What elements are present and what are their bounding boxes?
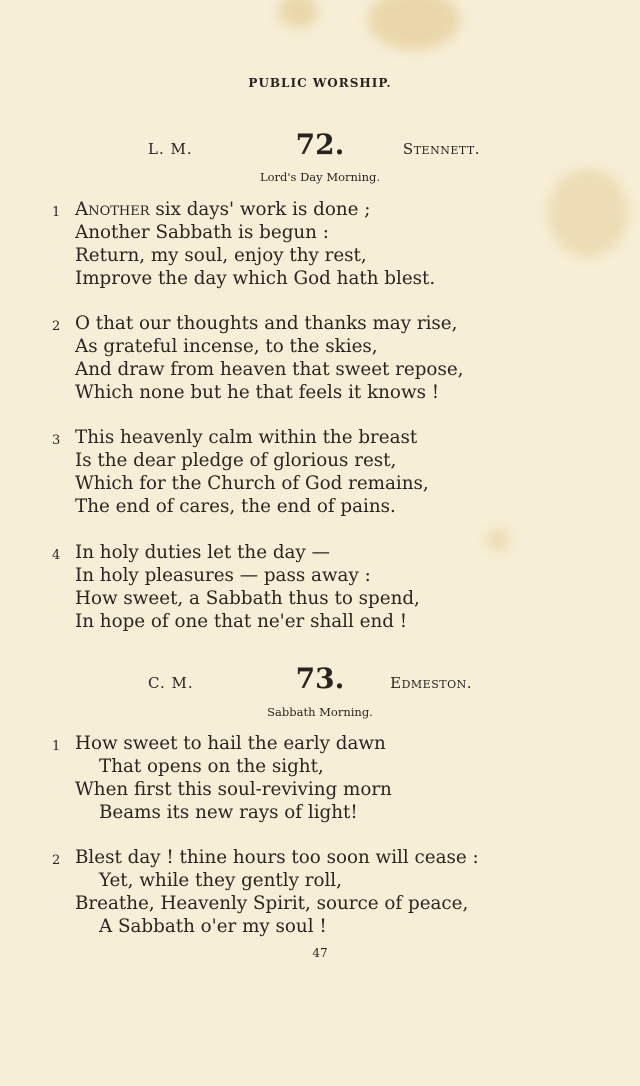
verse-line: As grateful incense, to the skies, xyxy=(75,336,378,357)
verse-line: Another Sabbath is begun : xyxy=(75,222,329,243)
running-head: PUBLIC WORSHIP. xyxy=(248,76,392,90)
verse-line: Beams its new rays of light! xyxy=(99,802,358,823)
paper-stain xyxy=(278,0,318,28)
page-number: 47 xyxy=(312,946,328,960)
verse-line: A Sabbath o'er my soul ! xyxy=(99,916,327,937)
stanza-number: 2 xyxy=(52,319,61,334)
verse-line: In hope of one that ne'er shall end ! xyxy=(75,611,408,632)
verse-line: Return, my soul, enjoy thy rest, xyxy=(75,245,367,266)
hymn-subtitle: Lord's Day Morning. xyxy=(259,170,381,184)
paper-stain xyxy=(486,528,510,552)
verse-line: Breathe, Heavenly Spirit, source of peace, xyxy=(75,893,469,914)
verse-line: Improve the day which God hath blest. xyxy=(75,268,436,289)
hymn-subtitle: Sabbath Morning. xyxy=(267,705,373,719)
verse-line xyxy=(75,198,370,221)
stanza-number: 1 xyxy=(52,739,61,754)
verse-line-text: six days' work is done ; xyxy=(149,199,371,220)
verse-line: O that our thoughts and thanks may rise, xyxy=(75,313,458,334)
verse-line: The end of cares, the end of pains. xyxy=(75,496,396,517)
verse-line: How sweet, a Sabbath thus to spend, xyxy=(75,588,420,609)
hymn-header xyxy=(0,662,640,702)
verse-opening-word: Another xyxy=(75,199,150,220)
verse-line: In holy duties let the day — xyxy=(75,542,330,563)
stanza-number: 1 xyxy=(52,205,61,220)
stanza-number: 2 xyxy=(52,853,61,868)
verse-line: Which none but he that feels it knows ! xyxy=(75,382,440,403)
verse-line: That opens on the sight, xyxy=(99,756,324,777)
verse-line: And draw from heaven that sweet repose, xyxy=(75,359,464,380)
hymn-meter: L. M. xyxy=(148,140,193,158)
verse-line: Is the dear pledge of glorious rest, xyxy=(75,450,397,471)
hymn-author: Edmeston. xyxy=(390,674,472,692)
hymn-header xyxy=(0,128,640,168)
hymn-meter: C. M. xyxy=(148,674,194,692)
verse-line: When first this soul-reviving morn xyxy=(75,779,392,800)
paper-stain xyxy=(368,0,460,50)
verse-line: Which for the Church of God remains, xyxy=(75,473,429,494)
stanza-number: 4 xyxy=(52,548,61,563)
verse-line: Yet, while they gently roll, xyxy=(99,870,342,891)
hymn-number: 72. xyxy=(295,128,345,161)
hymn-number: 73. xyxy=(295,662,345,695)
hymn-author: Stennett. xyxy=(402,140,480,158)
verse-line: Blest day ! thine hours too soon will cease : xyxy=(75,847,479,868)
stanza-number: 3 xyxy=(52,433,61,448)
verse-line: In holy pleasures — pass away : xyxy=(75,565,371,586)
verse-line: This heavenly calm within the breast xyxy=(75,427,418,448)
verse-line: How sweet to hail the early dawn xyxy=(75,733,386,754)
